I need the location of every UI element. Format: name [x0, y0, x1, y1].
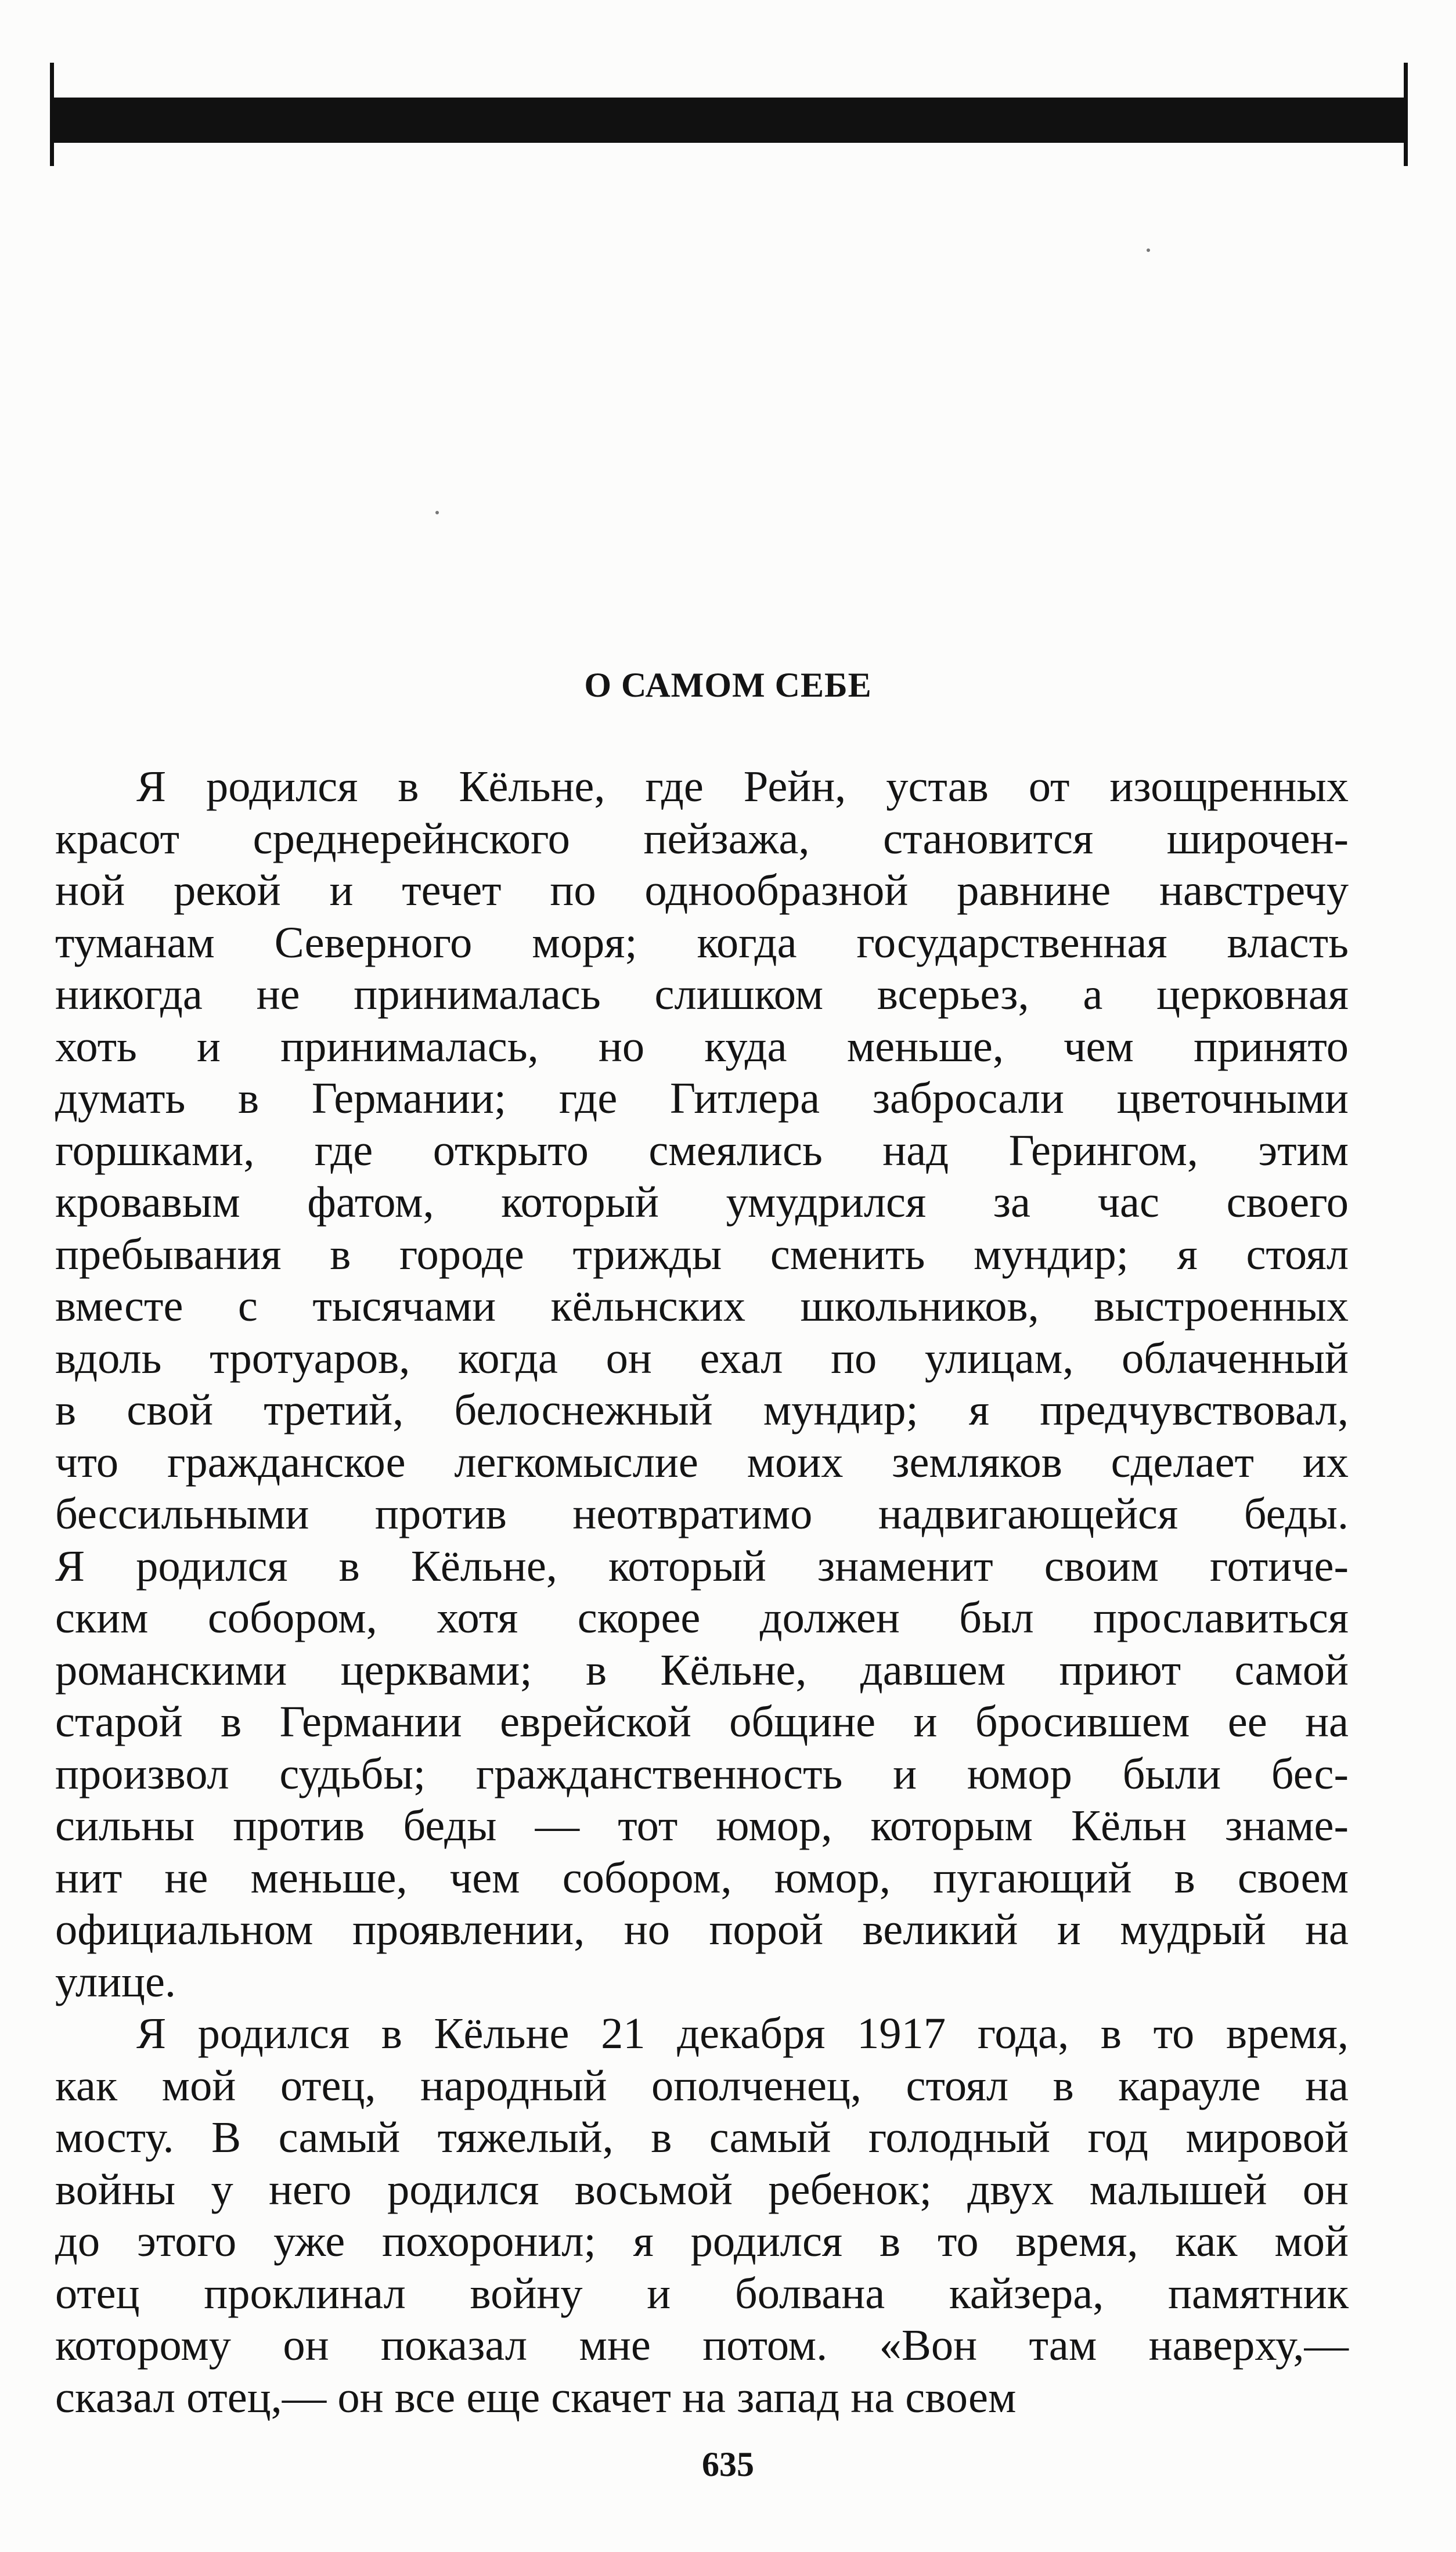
print-speck — [435, 511, 439, 514]
text-line: мосту. В самый тяжелый, в самый голодный год мировой — [55, 2113, 1349, 2162]
text-line: кровавым фатом, который умудрился за час своего — [55, 1177, 1349, 1227]
text-line: романскими церквами; в Кёльне, давшем приют самой — [55, 1645, 1349, 1695]
text-line: Я родился в Кёльне 21 декабря 1917 года, в то время, — [136, 2009, 1349, 2058]
text-line: бессильными против неотвратимо надвигающейся беды. — [55, 1489, 1349, 1538]
text-line: до этого уже похоронил; я родился в то время, как мой — [55, 2216, 1349, 2266]
chapter-heading: О САМОМ СЕБЕ — [584, 666, 872, 704]
text-line: войны у него родился восьмой ребенок; двух малышей он — [55, 2164, 1349, 2214]
text-line: вдоль тротуаров, когда он ехал по улицам, облаченный — [55, 1333, 1349, 1383]
text-line: пребывания в городе трижды сменить мундир; я стоял — [55, 1229, 1349, 1279]
text-line: Я родился в Кёльне, который знаменит своим готиче- — [55, 1541, 1349, 1591]
text-line: в свой третий, белоснежный мундир; я предчувствовал, — [55, 1385, 1349, 1434]
text-line: отец проклинал войну и болвана кайзера, памятник — [55, 2268, 1349, 2318]
text-line: туманам Северного моря; когда государственная власть — [55, 917, 1349, 967]
text-line: Я родился в Кёльне, где Рейн, устав от изощренных — [136, 762, 1349, 811]
text-line: произвол судьбы; гражданственность и юмор были бес- — [55, 1749, 1349, 1798]
text-line: ной рекой и течет по однообразной равнине навстречу — [55, 866, 1349, 915]
text-line: вместе с тысячами кёльнских школьников, выстроенных — [55, 1281, 1349, 1331]
print-speck — [1147, 248, 1150, 252]
text-line: думать в Германии; где Гитлера забросали цветочными — [55, 1073, 1349, 1123]
page-number: 635 — [702, 2445, 754, 2483]
text-line: что гражданское легкомыслие моих земляков сделает их — [55, 1437, 1349, 1487]
top-rule-right-tick — [1404, 63, 1408, 166]
text-line: старой в Германии еврейской общине и бросившем ее на — [55, 1697, 1349, 1746]
text-line: хоть и принималась, но куда меньше, чем принято — [55, 1021, 1349, 1071]
text-line: сильны против беды — тот юмор, которым Кёльн знаме- — [55, 1801, 1349, 1850]
text-line: официальном проявлении, но порой великий и мудрый на — [55, 1905, 1349, 1954]
text-line: сказал отец,— он все еще скачет на запад на своем — [55, 2372, 1017, 2422]
text-line: никогда не принималась слишком всерьез, а церковная — [55, 969, 1349, 1019]
text-line: ским собором, хотя скорее должен был прославиться — [55, 1593, 1349, 1642]
paragraphs — [55, 760, 1349, 2423]
text-line: которому он показал мне потом. «Вон там наверху,— — [55, 2320, 1349, 2370]
text-line: красот среднерейнского пейзажа, становится широчен- — [55, 813, 1349, 863]
text-line: горшками, где открыто смеялись над Герингом, этим — [55, 1125, 1349, 1175]
body-text — [55, 760, 1349, 2423]
text-line: улице. — [55, 1956, 176, 2006]
top-rule-bar — [54, 98, 1407, 143]
top-rule-left-tick — [50, 63, 54, 166]
text-line: как мой отец, народный ополченец, стоял в карауле на — [55, 2060, 1349, 2110]
text-line: нит не меньше, чем собором, юмор, пугающий в своем — [55, 1852, 1349, 1902]
